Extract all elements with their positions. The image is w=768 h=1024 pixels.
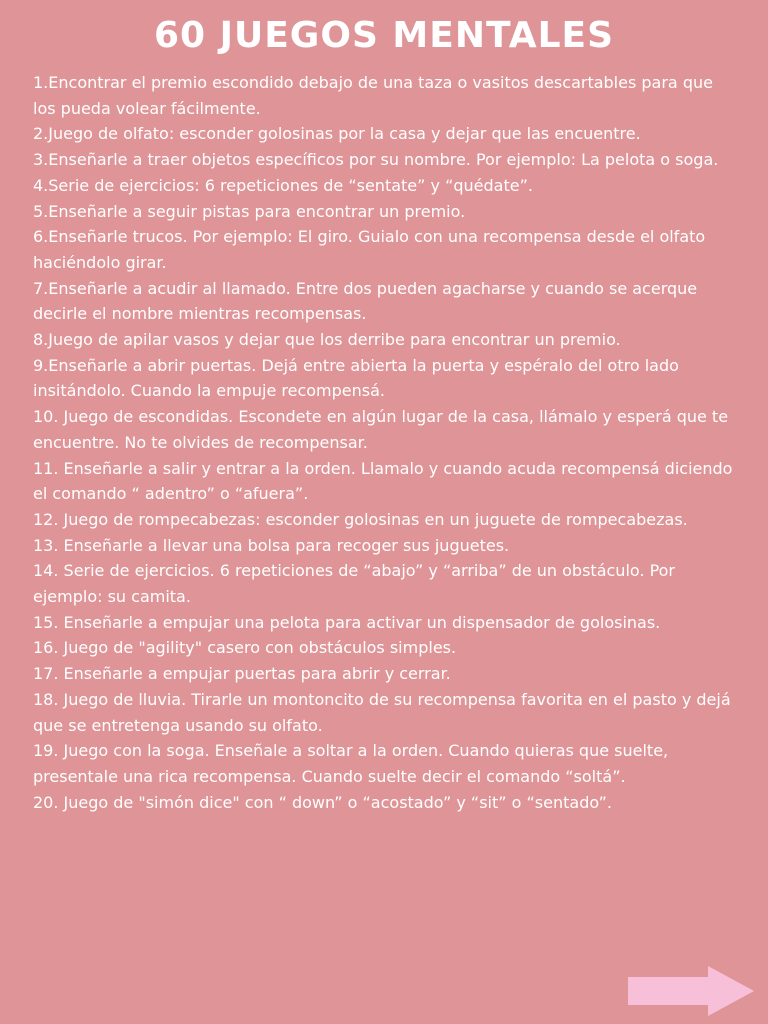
- right-arrow-icon: [628, 966, 756, 1016]
- list-item-19: 19. Juego con la soga. Enseñale a soltar a la orden. Cuando quieras que suelte, presentale una rica recompensa. Cuando suelte decir el comando “soltá”.: [33, 741, 669, 786]
- list-item-13: 13. Enseñarle a llevar una bolsa para recoger sus juguetes.: [33, 535, 510, 555]
- list-item-1: 1.Encontrar el premio escondido debajo de una taza o vasitos descartables para que los pueda volear fácilmente.: [33, 73, 713, 118]
- list-item-16: 16. Juego de "agility" casero con obstáculos simples.: [33, 638, 457, 658]
- list-item-5: 5.Enseñarle a seguir pistas para encontrar un premio.: [33, 201, 466, 221]
- list-item-20: 20. Juego de "simón dice" con “ down” o “acostado” y “sit” o “sentado”.: [33, 792, 612, 812]
- list-item-8: 8.Juego de apilar vasos y dejar que los derribe para encontrar un premio.: [33, 330, 621, 350]
- list-item-15: 15. Enseñarle a empujar una pelota para activar un dispensador de golosinas.: [33, 612, 661, 632]
- list-item-18: 18. Juego de lluvia. Tirarle un montoncito de su recompensa favorita en el pasto y dejá que se entretenga usando su olfato.: [33, 689, 731, 735]
- list-item-2: 2.Juego de olfato: esconder golosinas por la casa y dejar que las encuentre.: [33, 124, 641, 144]
- list-item-17: 17. Enseñarle a empujar puertas para abrir y cerrar.: [33, 664, 451, 684]
- list-item-4: 4.Serie de ejercicios: 6 repeticiones de “sentate” y “quédate”.: [33, 175, 533, 195]
- page-title: 60 JUEGOS MENTALES: [153, 15, 615, 56]
- list-item-14: 14. Serie de ejercicios. 6 repeticiones de “abajo” y “arriba” de un obstáculo. Por ejemplo: su camita.: [33, 561, 676, 607]
- list-item-9: 9.Enseñarle a abrir puertas. Dejá entre abierta la puerta y espéralo del otro lado insitándolo. Cuando la empuje recompensá.: [33, 355, 679, 401]
- list-item-11: 11. Enseñarle a salir y entrar a la orden. Llamalo y cuando acuda recompensá diciendo el comando “ adentro” o “afuera”.: [33, 458, 733, 504]
- list-item-3: 3.Enseñarle a traer objetos específicos por su nombre. Por ejemplo: La pelota o soga.: [33, 150, 719, 170]
- list-item-10: 10. Juego de escondidas. Escondete en algún lugar de la casa, llámalo y esperá que te encuentre. No te olvides de recompensar.: [33, 407, 729, 452]
- next-arrow-button[interactable]: [628, 966, 756, 1016]
- list-item-12: 12. Juego de rompecabezas: esconder golosinas en un juguete de rompecabezas.: [33, 509, 688, 529]
- games-list: [33, 70, 739, 815]
- list-item-6: 6.Enseñarle trucos. Por ejemplo: El giro. Guialo con una recompensa desde el olfato haciéndolo girar.: [33, 227, 706, 272]
- list-item-7: 7.Enseñarle a acudir al llamado. Entre dos pueden agacharse y cuando se acerque decirle el nombre mientras recompensas.: [33, 278, 698, 324]
